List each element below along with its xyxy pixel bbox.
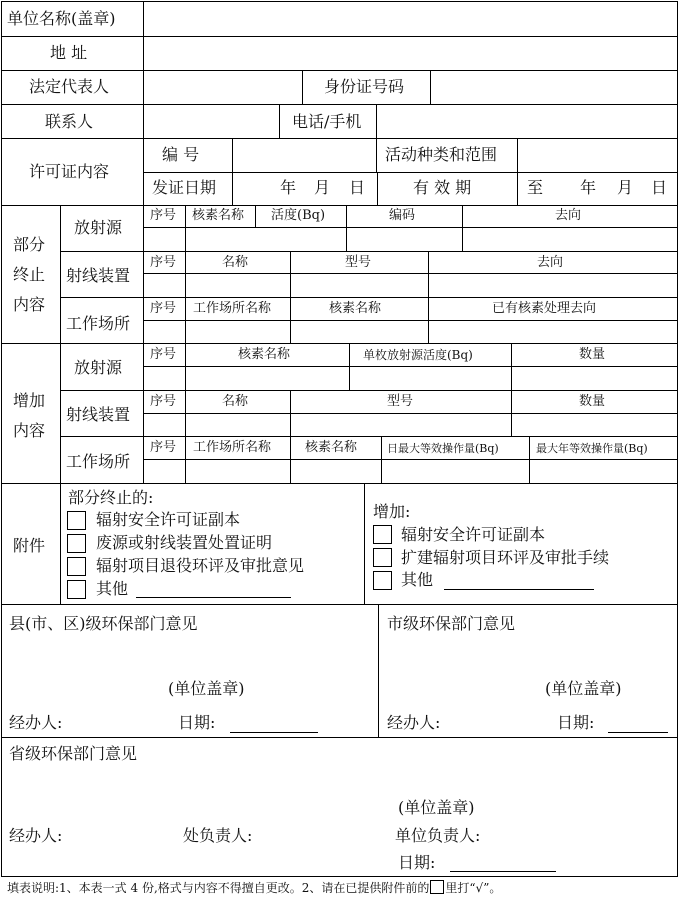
subsection-divider (60, 436, 678, 437)
section-divider (1, 483, 678, 484)
other-input-line[interactable] (444, 589, 594, 590)
validity-to: 至 (527, 178, 544, 197)
province-unit-head-label: 单位负责人: (395, 826, 481, 845)
increase-label-line2: 内容 (13, 421, 46, 440)
contact-label: 联系人 (45, 112, 94, 131)
unit-name-field[interactable] (144, 2, 676, 35)
col-header: 数量 (579, 347, 606, 362)
attachment-item-label: 扩建辐射项目环评及审批手续 (401, 548, 610, 567)
cell-line (428, 251, 429, 297)
border-left (1, 1, 2, 877)
col-header: 单枚放射源活度(Bq) (363, 348, 473, 362)
partial-label-line3: 内容 (13, 295, 46, 314)
city-opinion-title: 市级环保部门意见 (387, 614, 516, 633)
validity-label: 有 效 期 (413, 178, 472, 197)
cell-line (349, 343, 350, 390)
footer-note (7, 880, 501, 894)
attachment-item-label: 其他 (96, 579, 129, 598)
checkbox[interactable] (67, 557, 86, 576)
id-number-field[interactable] (431, 71, 676, 103)
province-opinion-title: 省级环保部门意见 (9, 744, 138, 763)
col-header: 序号 (150, 208, 177, 223)
cell-line (185, 251, 186, 297)
increase-source-label: 放射源 (74, 358, 123, 377)
phone-field[interactable] (377, 105, 676, 137)
cell-line (143, 227, 678, 228)
border-right (677, 1, 678, 877)
increase-label-line1: 增加 (13, 391, 46, 410)
col-divider (143, 205, 144, 483)
issue-year: 年 (280, 178, 297, 197)
attachments-label: 附件 (13, 536, 46, 555)
province-division-head-label: 处负责人: (183, 826, 253, 845)
cell-line (143, 366, 678, 367)
checkbox[interactable] (373, 548, 392, 567)
row-divider (143, 172, 678, 173)
row-divider (1, 205, 678, 206)
cell-line (290, 251, 291, 297)
footer-note-suffix: 里打“√”。 (445, 881, 502, 895)
col-header: 序号 (150, 255, 177, 270)
col-header: 序号 (150, 394, 177, 409)
city-date-label: 日期: (557, 713, 595, 732)
col-divider (60, 483, 61, 604)
subsection-divider (60, 390, 678, 391)
province-date-label: 日期: (398, 853, 436, 872)
contact-field[interactable] (144, 105, 278, 137)
cell-line (185, 390, 186, 436)
partial-attachments-title: 部分终止的: (68, 488, 154, 507)
cell-line (290, 297, 291, 343)
attachment-item-label: 辐射项目退役环评及审批意见 (96, 556, 305, 575)
small-checkbox-icon (430, 880, 444, 894)
license-label: 许可证内容 (29, 162, 110, 181)
col-header: 已有核素处理去向 (492, 301, 597, 316)
cell-line (462, 205, 463, 251)
col-divider (376, 138, 377, 172)
col-header: 工作场所名称 (193, 301, 272, 316)
address-label: 地 址 (50, 43, 88, 62)
col-header: 日最大等效操作量(Bq) (387, 442, 499, 455)
issue-day: 日 (349, 178, 366, 197)
issue-month: 月 (314, 178, 331, 197)
col-header: 型号 (387, 394, 414, 409)
subsection-divider (60, 297, 678, 298)
cell-line (381, 436, 382, 483)
legal-rep-label: 法定代表人 (29, 77, 110, 96)
cell-line (143, 413, 678, 414)
col-divider (302, 70, 303, 104)
cell-line (290, 390, 291, 436)
checkbox[interactable] (373, 571, 392, 590)
checkbox[interactable] (67, 534, 86, 553)
other-input-line[interactable] (136, 597, 291, 598)
issue-date-label: 发证日期 (152, 178, 217, 197)
cell-line (290, 436, 291, 483)
col-divider (279, 104, 280, 138)
cell-line (185, 343, 186, 390)
city-handler-label: 经办人: (387, 713, 441, 732)
checkbox[interactable] (67, 580, 86, 599)
partial-label-line1: 部分 (13, 235, 46, 254)
phone-label: 电话/手机 (292, 112, 362, 131)
col-header: 去向 (537, 255, 564, 270)
validity-day: 日 (651, 178, 668, 197)
activity-label: 活动种类和范围 (385, 145, 498, 164)
col-divider (364, 483, 365, 604)
attachment-item-label: 辐射安全许可证副本 (401, 525, 546, 544)
col-header: 序号 (150, 440, 177, 455)
col-header: 核素名称 (238, 347, 291, 362)
col-divider (377, 172, 378, 205)
license-number-field[interactable] (233, 139, 375, 171)
col-header: 最大年等效操作量(Bq) (536, 442, 648, 455)
cell-line (346, 205, 347, 251)
province-handler-label: 经办人: (9, 826, 63, 845)
cell-line (255, 205, 256, 227)
col-header: 核素名称 (305, 440, 358, 455)
cell-line (185, 205, 186, 251)
cell-line (428, 297, 429, 343)
increase-device-label: 射线装置 (66, 405, 131, 424)
county-handler-label: 经办人: (9, 713, 63, 732)
cell-line (185, 436, 186, 483)
col-header: 核素名称 (329, 301, 382, 316)
increase-workplace-label: 工作场所 (66, 452, 131, 471)
col-header: 活度(Bq) (271, 208, 326, 223)
validity-month: 月 (617, 178, 634, 197)
section-divider (1, 604, 678, 605)
cell-line (511, 390, 512, 436)
checkbox[interactable] (373, 525, 392, 544)
section-divider (1, 737, 678, 738)
province-date-line[interactable] (450, 871, 556, 872)
cell-line (143, 273, 678, 274)
col-header: 序号 (150, 347, 177, 362)
city-date-line[interactable] (608, 732, 668, 733)
validity-year: 年 (580, 178, 597, 197)
activity-field[interactable] (518, 139, 676, 171)
county-date-line[interactable] (230, 732, 318, 733)
partial-source-label: 放射源 (74, 218, 123, 237)
cell-line (143, 320, 678, 321)
attachment-item-label: 其他 (401, 570, 434, 589)
col-header: 去向 (555, 208, 582, 223)
province-seal: (单位盖章) (398, 798, 475, 817)
unit-name-label: 单位名称(盖章) (7, 9, 116, 28)
partial-device-label: 射线装置 (66, 266, 131, 285)
col-divider (60, 205, 61, 483)
city-seal: (单位盖章) (545, 679, 622, 698)
col-divider (378, 604, 379, 737)
col-header: 序号 (150, 301, 177, 316)
county-date-label: 日期: (178, 713, 216, 732)
col-header: 编码 (389, 208, 416, 223)
section-divider (1, 343, 678, 344)
checkbox[interactable] (67, 511, 86, 530)
increase-attachments-title: 增加: (373, 502, 411, 521)
col-header: 名称 (222, 255, 249, 270)
col-header: 工作场所名称 (193, 440, 272, 455)
col-header: 型号 (345, 255, 372, 270)
county-opinion-title: 县(市、区)级环保部门意见 (9, 614, 198, 633)
partial-label-line2: 终止 (13, 265, 46, 284)
license-number-label: 编 号 (162, 145, 200, 164)
address-field[interactable] (144, 37, 676, 69)
col-divider (143, 138, 144, 205)
subsection-divider (60, 251, 678, 252)
county-seal: (单位盖章) (168, 679, 245, 698)
legal-rep-field[interactable] (144, 71, 301, 103)
cell-line (529, 436, 530, 483)
cell-line (143, 459, 678, 460)
cell-line (185, 297, 186, 343)
border-bottom (1, 876, 678, 877)
footer-note-prefix: 填表说明:1、本表一式 4 份,格式与内容不得擅自更改。2、请在已提供附件前的 (7, 881, 430, 895)
attachment-item-label: 废源或射线装置处置证明 (96, 533, 273, 552)
col-header: 数量 (579, 394, 606, 409)
id-number-label: 身份证号码 (324, 77, 405, 96)
col-header: 核素名称 (192, 208, 245, 223)
partial-workplace-label: 工作场所 (66, 314, 131, 333)
cell-line (511, 343, 512, 390)
attachment-item-label: 辐射安全许可证副本 (96, 510, 241, 529)
col-header: 名称 (222, 394, 249, 409)
